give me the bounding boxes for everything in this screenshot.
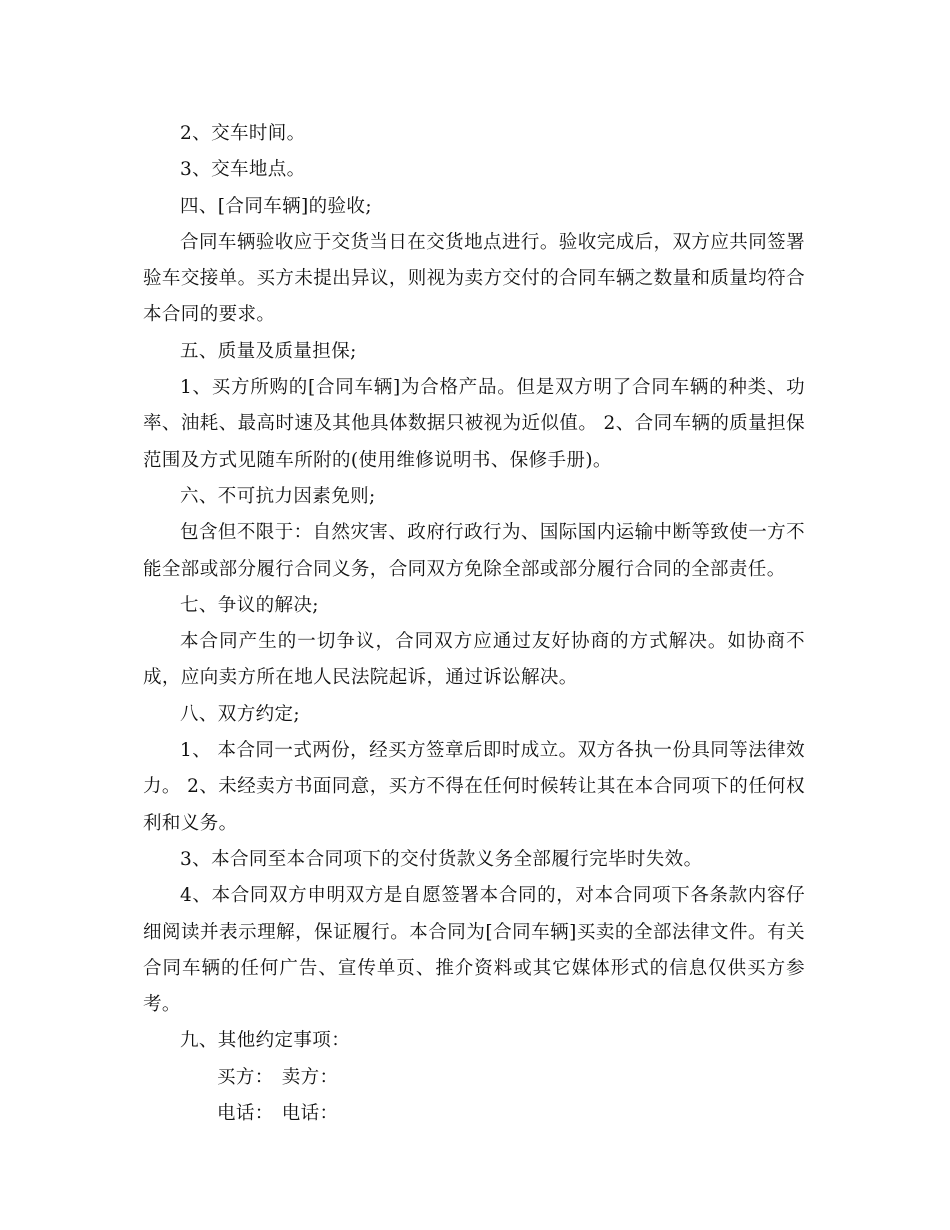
buyer-label: 买方： bbox=[217, 1066, 274, 1088]
section-heading-force-majeure: 六、不可抗力因素免则; bbox=[180, 485, 376, 507]
paragraph-agreement-3: 3、本合同至本合同项下的交付货款义务全部履行完毕时失效。 bbox=[180, 848, 703, 870]
paragraph-agreement-4: 4、本合同双方申明双方是自愿签署本合同的，对本合同项下各条款内容仔细阅读并表示理解，保证履行。本合同为[合同车辆]买卖的全部法律文件。有关合同车辆的任何广告、宣传单页、推介资料或其它媒体形式的信息仅供买方参考。 bbox=[143, 885, 805, 1016]
section-heading-quality: 五、质量及质量担保; bbox=[180, 340, 357, 362]
seller-phone-label: 电话： bbox=[281, 1103, 339, 1125]
section-heading-acceptance: 四、[合同车辆]的验收; bbox=[180, 195, 372, 217]
paragraph-agreement-1: 1、 本合同一式两份，经买方签章后即时成立。双方各执一份具同等法律效力。 2、未经卖方书面同意，买方不得在任何时候转让其在本合同项下的任何权利和义务。 bbox=[143, 740, 805, 834]
item-delivery-time: 2、交车时间。 bbox=[180, 123, 306, 144]
buyer-phone-label: 电话： bbox=[217, 1103, 274, 1125]
section-heading-dispute: 七、争议的解决; bbox=[180, 594, 319, 616]
document-body bbox=[143, 116, 805, 1132]
signature-parties-line bbox=[143, 1060, 805, 1096]
item-delivery-place: 3、交车地点。 bbox=[180, 159, 306, 181]
section-heading-agreement: 八、双方约定; bbox=[180, 703, 301, 725]
paragraph-acceptance: 合同车辆验收应于交货当日在交货地点进行。验收完成后，双方应共同签署验车交接单。买方未提出异议，则视为卖方交付的合同车辆之数量和质量均符合本合同的要求。 bbox=[143, 231, 805, 326]
paragraph-quality: 1、买方所购的[合同车辆]为合格产品。但是双方明了合同车辆的种类、功率、油耗、最高时速及其他具体数据只被视为近似值。 2、合同车辆的质量担保范围及方式见随车所附的(使用维修说明书、保修手册)。 bbox=[143, 377, 805, 471]
seller-label: 卖方： bbox=[281, 1066, 339, 1088]
signature-phone-line bbox=[143, 1096, 805, 1132]
section-heading-other: 九、其他约定事项： bbox=[180, 1030, 351, 1052]
paragraph-dispute: 本合同产生的一切争议，合同双方应通过友好协商的方式解决。如协商不成，应向卖方所在地人民法院起诉，通过诉讼解决。 bbox=[143, 631, 805, 689]
paragraph-force-majeure: 包含但不限于：自然灾害、政府行政行为、国际国内运输中断等致使一方不能全部或部分履行合同义务，合同双方免除全部或部分履行合同的全部责任。 bbox=[143, 522, 805, 580]
